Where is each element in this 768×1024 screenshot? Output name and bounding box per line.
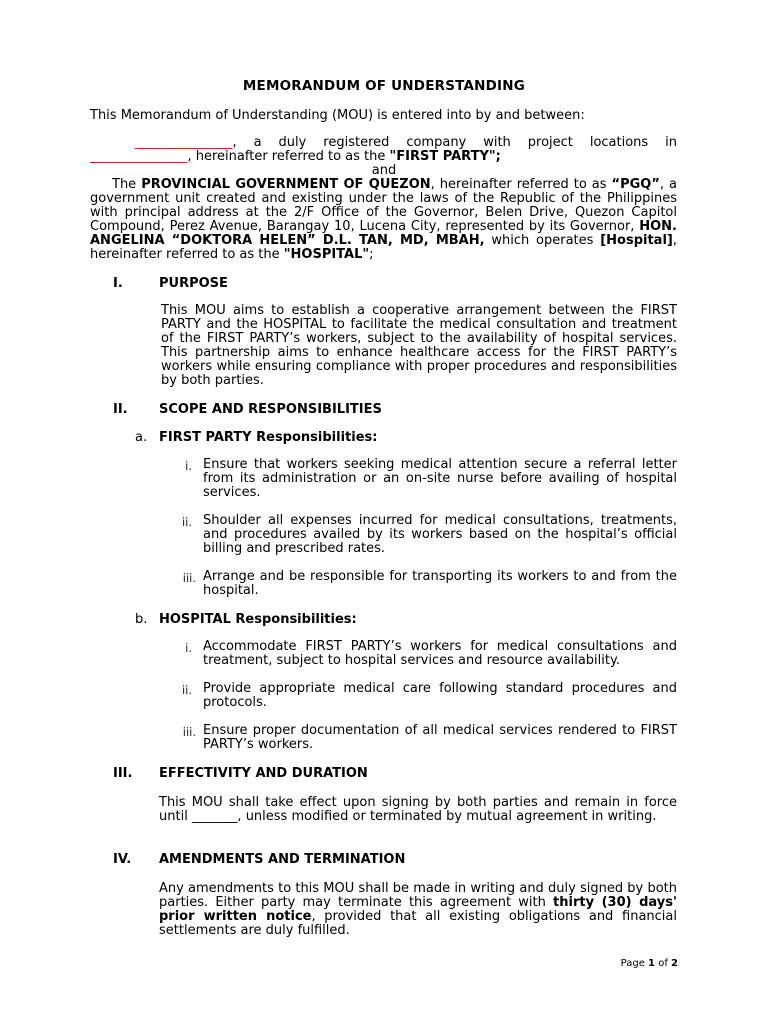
pgq-text6: ; — [369, 247, 374, 262]
item-b2-text: Provide appropriate medical care following standard procedures and protocols. — [203, 681, 677, 710]
subsection-a-letter: a. — [135, 430, 148, 445]
hospital-placeholder: [Hospital] — [600, 233, 673, 248]
section-2-heading: SCOPE AND RESPONSIBILITIES — [159, 402, 382, 417]
item-a3-number: iii. — [182, 571, 196, 585]
section-3-heading: EFFECTIVITY AND DURATION — [159, 766, 368, 781]
governor-name: HON. ANGELINA “DOKTORA HELEN” D.L. TAN, MD, MBAH, — [90, 219, 677, 248]
item-a1-text: Ensure that workers seeking medical attention secure a referral letter from its administration or an on-site nurse before availing of hospital services. — [203, 457, 677, 500]
of-label: of — [658, 958, 668, 969]
item-a3-text: Arrange and be responsible for transporting its workers to and from the hospital. — [203, 569, 677, 598]
section-4-text1: Any amendments to this MOU shall be made in writing and duly signed by both parties. Either party may terminate this agreement with — [159, 881, 677, 910]
notice-period: thirty (30) days' prior written notice — [159, 895, 677, 924]
item-a1-number: i. — [185, 459, 192, 473]
intro-paragraph: This Memorandum of Understanding (MOU) is entered into by and between: — [90, 108, 585, 123]
subsection-a-heading: FIRST PARTY Responsibilities: — [159, 430, 378, 445]
page-label: Page — [620, 958, 645, 969]
section-1-heading: PURPOSE — [159, 276, 228, 291]
section-3-body: This MOU shall take effect upon signing by both parties and remain in force until _______, unless modified or terminated by mutual agreement in writing. — [159, 795, 677, 824]
pgq-text1: The — [112, 177, 142, 192]
section-4-text2: , provided that all existing obligations and financial settlements are duly fulfilled. — [159, 909, 677, 938]
first-party-text2: , hereinafter referred to as the — [187, 149, 390, 164]
subsection-b-heading: HOSPITAL Responsibilities: — [159, 612, 357, 627]
item-b3-text: Ensure proper documentation of all medical services rendered to FIRST PARTY’s workers. — [203, 723, 677, 752]
pgq-text4: which operates — [491, 233, 601, 248]
section-1-body: This MOU aims to establish a cooperative arrangement between the FIRST PARTY and the HOSPITAL to facilitate the medical consultation and treatment of the FIRST PARTY’s workers, subject to the availability of hospital services. This partnership aims to enhance healthcare access for the FIRST PARTY’s workers while ensuring compliance with proper procedures and responsibilities by both parties. — [161, 303, 677, 388]
section-2-number: II. — [113, 402, 128, 417]
first-party-line2 — [90, 150, 677, 164]
document-title: MEMORANDUM OF UNDERSTANDING — [242, 78, 526, 94]
item-b3-number: iii. — [182, 725, 196, 739]
first-party-line1 — [90, 136, 677, 150]
section-3-number: III. — [113, 766, 133, 781]
company-name-blank: _______________ — [135, 135, 233, 150]
section-4-body — [159, 882, 677, 938]
pgq-name: PROVINCIAL GOVERNMENT OF QUEZON — [141, 177, 431, 192]
first-party-text1: , a duly registered company with project locations in — [232, 135, 677, 150]
item-b2-number: ii. — [181, 683, 192, 697]
first-party-ref: "FIRST PARTY"; — [389, 149, 501, 164]
section-4-number: IV. — [113, 852, 132, 867]
section-4-heading: AMENDMENTS AND TERMINATION — [159, 852, 406, 867]
pgq-text5: , hereinafter referred to as the — [90, 233, 677, 262]
item-b1-text: Accommodate FIRST PARTY’s workers for medical consultations and treatment, subject to hospital services and resource availability. — [203, 639, 677, 668]
pgq-text3: , a government unit created and existing under the laws of the Republic of the Philippines with principal address at the 2/F Office of the Governor, Belen Drive, Quezon Capitol Compound, Perez Avenue, Barangay 10, Lucena City, represented by its Governor, — [90, 177, 677, 234]
pgq-abbrev: “PGQ” — [611, 177, 660, 192]
section-1-number: I. — [113, 276, 123, 291]
item-a2-text: Shoulder all expenses incurred for medical consultations, treatments, and procedures availed by its workers based on the hospital’s official billing and prescribed rates. — [203, 513, 677, 556]
second-party-paragraph — [90, 178, 677, 262]
and-word: and — [371, 163, 397, 178]
pgq-text2: , hereinafter referred to as — [430, 177, 607, 192]
project-location-blank: _______________ — [90, 149, 188, 164]
item-b1-number: i. — [185, 641, 192, 655]
hospital-ref: "HOSPITAL" — [283, 247, 370, 262]
subsection-b-letter: b. — [135, 612, 148, 627]
current-page: 1 — [648, 958, 656, 969]
page-number-footer — [621, 958, 678, 969]
total-pages: 2 — [671, 958, 678, 969]
item-a2-number: ii. — [181, 515, 192, 529]
